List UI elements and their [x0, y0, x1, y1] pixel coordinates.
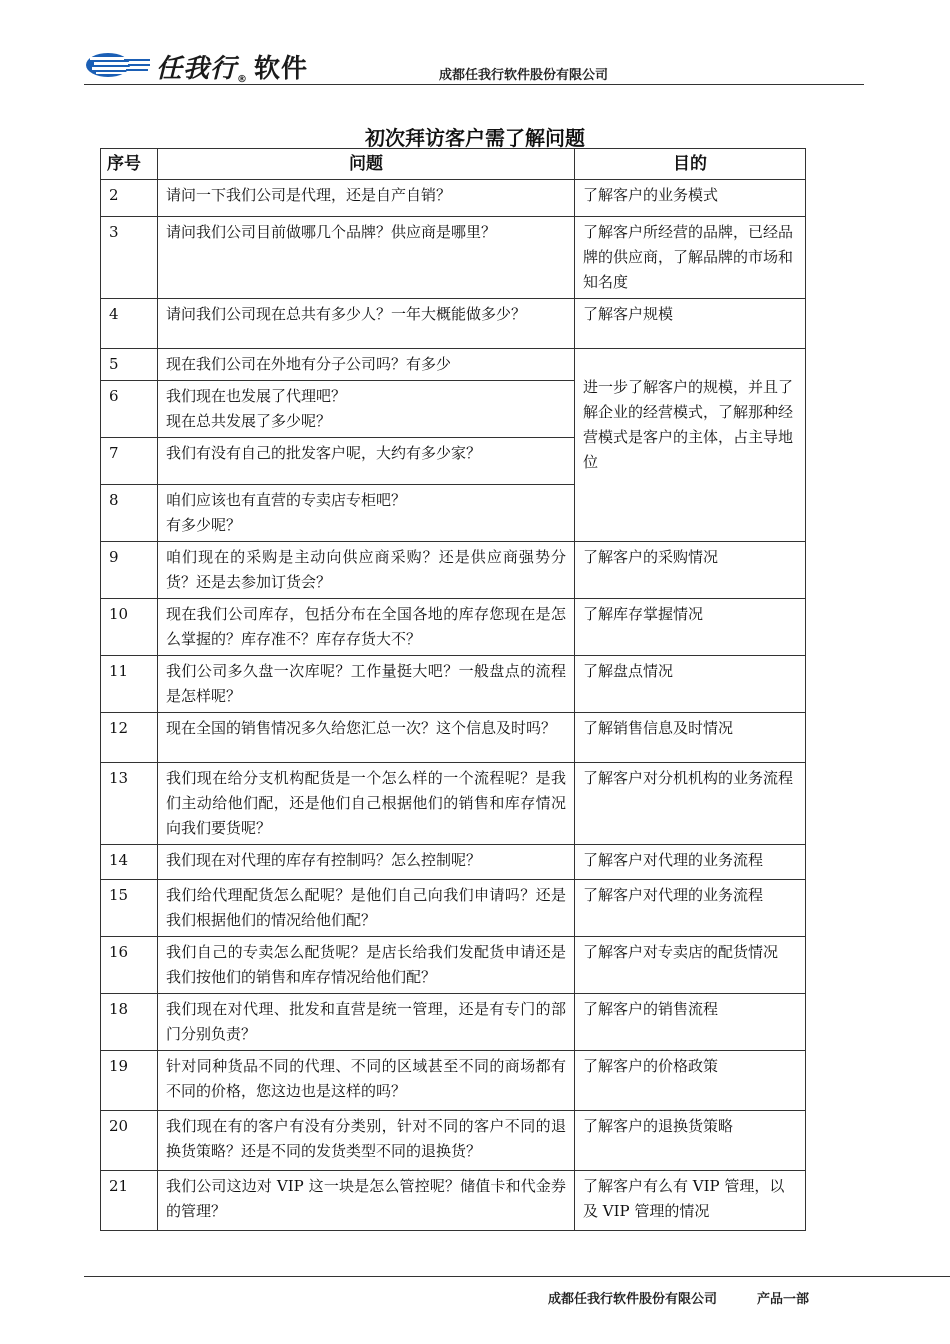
row-question: 请问我们公司现在总共有多少人？一年大概能做多少？: [158, 299, 575, 349]
footer-department: 产品一部: [757, 1292, 810, 1307]
row-number: 5: [101, 349, 158, 381]
row-number: 20: [101, 1111, 158, 1171]
row-purpose-text: 进一步了解客户的规模，并且了解企业的经营模式，了解那种经营模式是客户的主体，占主导地位: [583, 378, 794, 471]
row-purpose: 了解客户对专卖店的配货情况: [575, 937, 806, 994]
row-question: 请问一下我们公司是代理，还是自产自销？: [158, 180, 575, 217]
row-purpose: [575, 349, 806, 542]
column-header-purpose: 目的: [575, 149, 806, 180]
row-question: 现在我们公司库存，包括分布在全国各地的库存您现在是怎么掌握的？库存准不？库存存货大不？: [158, 599, 575, 656]
table-row: [101, 1171, 806, 1231]
row-purpose: 了解客户的业务模式: [575, 180, 806, 217]
row-question: 我们给代理配货怎么配呢？是他们自己向我们申请吗？还是我们根据他们的情况给他们配？: [158, 880, 575, 937]
table-row: [101, 299, 806, 349]
column-header-number: 序号: [101, 149, 158, 180]
row-purpose: 了解客户的采购情况: [575, 542, 806, 599]
row-question: 我们现在对代理、批发和直营是统一管理，还是有专门的部门分别负责？: [158, 994, 575, 1051]
table-row: [101, 1051, 806, 1111]
row-number: 9: [101, 542, 158, 599]
table-row: [101, 217, 806, 299]
row-number: 14: [101, 845, 158, 880]
row-number: 16: [101, 937, 158, 994]
row-question: 咱们应该也有直营的专卖店专柜吧？ 有多少呢？: [158, 485, 575, 542]
row-question: 我们有没有自己的批发客户呢，大约有多少家？: [158, 438, 575, 485]
table-header-row: [101, 149, 806, 180]
row-question: 现在全国的销售情况多久给您汇总一次？这个信息及时吗？: [158, 713, 575, 763]
page-footer: [548, 1288, 809, 1307]
table-row: [101, 656, 806, 713]
row-question: 我们公司多久盘一次库呢？工作量挺大吧？一般盘点的流程是怎样呢？: [158, 656, 575, 713]
row-purpose: 了解盘点情况: [575, 656, 806, 713]
row-question: 现在我们公司在外地有分子公司吗？有多少: [158, 349, 575, 381]
row-purpose: 了解客户的退换货策略: [575, 1111, 806, 1171]
column-header-question: 问题: [158, 149, 575, 180]
row-number: 10: [101, 599, 158, 656]
logo-suffix: 软件: [254, 54, 309, 84]
row-question: 我们现在也发展了代理吧？ 现在总共发展了多少呢？: [158, 381, 575, 438]
row-purpose: 了解客户有么有 VIP 管理，以及 VIP 管理的情况: [575, 1171, 806, 1231]
row-purpose: 了解客户对代理的业务流程: [575, 845, 806, 880]
page-header: [84, 40, 864, 85]
document-title: 初次拜访客户需了解问题: [365, 126, 585, 150]
row-number: 6: [101, 381, 158, 438]
row-question: 针对同种货品不同的代理、不同的区域甚至不同的商场都有不同的价格，您这边也是这样的吗？: [158, 1051, 575, 1111]
table-row: [101, 542, 806, 599]
row-question: 咱们现在的采购是主动向供应商采购？还是供应商强势分货？还是去参加订货会？: [158, 542, 575, 599]
table-row: [101, 994, 806, 1051]
table-row: [101, 180, 806, 217]
table-row: [101, 845, 806, 880]
company-logo: [84, 46, 354, 86]
row-purpose: 了解库存掌握情况: [575, 599, 806, 656]
row-purpose: 了解客户的价格政策: [575, 1051, 806, 1111]
swoosh-icon: [84, 50, 154, 80]
row-number: 15: [101, 880, 158, 937]
row-number: 3: [101, 217, 158, 299]
table-row: [101, 937, 806, 994]
row-number: 18: [101, 994, 158, 1051]
row-question: 我们自己的专卖怎么配货呢？是店长给我们发配货申请还是我们按他们的销售和库存情况给他们配？: [158, 937, 575, 994]
row-number: 7: [101, 438, 158, 485]
logo-name: 任我行: [156, 54, 238, 84]
row-question: 我们公司这边对 VIP 这一块是怎么管控呢？储值卡和代金券的管理？: [158, 1171, 575, 1231]
row-purpose: 了解客户规模: [575, 299, 806, 349]
row-purpose: 了解客户对分机机构的业务流程: [575, 763, 806, 845]
table-row: [101, 713, 806, 763]
questions-table: [100, 148, 806, 1231]
logo-reg-mark: ®: [237, 74, 249, 85]
footer-divider: [84, 1276, 950, 1277]
row-purpose: 了解销售信息及时情况: [575, 713, 806, 763]
header-company-name: 成都任我行软件股份有限公司: [439, 68, 609, 83]
table-row: [101, 599, 806, 656]
row-question: 我们现在对代理的库存有控制吗？怎么控制呢？: [158, 845, 575, 880]
row-number: 19: [101, 1051, 158, 1111]
table-row: [101, 1111, 806, 1171]
row-purpose: 了解客户对代理的业务流程: [575, 880, 806, 937]
row-number: 13: [101, 763, 158, 845]
row-number: 8: [101, 485, 158, 542]
row-number: 11: [101, 656, 158, 713]
footer-company-name: 成都任我行软件股份有限公司: [548, 1292, 718, 1307]
table-row: [101, 880, 806, 937]
row-number: 12: [101, 713, 158, 763]
row-number: 4: [101, 299, 158, 349]
row-number: 2: [101, 180, 158, 217]
table-row: [101, 763, 806, 845]
row-number: 21: [101, 1171, 158, 1231]
row-purpose: 了解客户所经营的品牌，已经品牌的供应商，了解品牌的市场和知名度: [575, 217, 806, 299]
row-purpose: 了解客户的销售流程: [575, 994, 806, 1051]
row-question: 我们现在给分支机构配货是一个怎么样的一个流程呢？是我们主动给他们配，还是他们自己根据他们的销售和库存情况向我们要货呢？: [158, 763, 575, 845]
row-question: 我们现在有的客户有没有分类别，针对不同的客户不同的退换货策略？还是不同的发货类型不同的退换货？: [158, 1111, 575, 1171]
row-question: 请问我们公司目前做哪几个品牌？供应商是哪里？: [158, 217, 575, 299]
table-row: [101, 349, 806, 381]
